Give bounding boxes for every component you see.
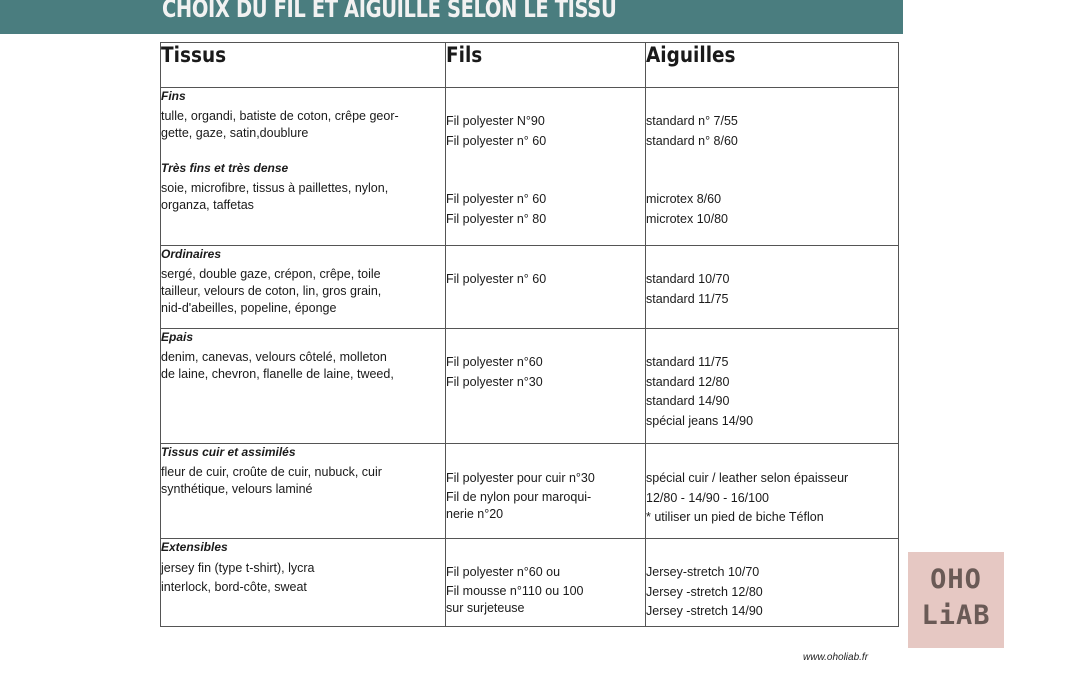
fabric-list: jersey fin (type t-shirt), lycra interlock, bord-côte, sweat (161, 561, 315, 594)
needle-line: standard n° 7/55 (646, 114, 738, 128)
category-label: Ordinaires (161, 247, 222, 261)
needle-cell (646, 246, 899, 329)
table-row (161, 329, 899, 444)
thread-line (446, 171, 645, 191)
category-label: Fins (161, 89, 186, 103)
category-label: Extensibles (161, 540, 228, 554)
thread-line (446, 151, 645, 171)
needle-line: Jersey -stretch 14/90 (646, 604, 763, 619)
needle-cell (646, 88, 899, 246)
thread-line: Fil polyester n°60 ou (446, 565, 561, 579)
needle-note: * utiliser un pied de biche Téflon (646, 510, 824, 525)
needle-line: standard 11/75 (646, 355, 729, 369)
thread-line: Fil polyester n° 80 (446, 211, 547, 226)
column-header-aiguilles: Aiguilles (646, 43, 899, 88)
fabric-list: tulle, organdi, batiste de coton, crêpe geor- gette, gaze, satin,doublure (161, 109, 399, 140)
table-row (161, 539, 899, 627)
column-header-fils: Fils (446, 43, 646, 88)
title-banner (0, 0, 903, 34)
thread-cell (446, 329, 646, 444)
needle-line: standard 14/90 (646, 394, 730, 409)
needle-line: standard 10/70 (646, 272, 730, 286)
fabric-cell (161, 444, 446, 539)
oholiab-logo (908, 552, 1004, 648)
fabric-list: soie, microfibre, tissus à paillettes, nylon, organza, taffetas (161, 181, 389, 212)
thread-line: Fil mousse n°110 ou 100 sur surjeteuse (446, 583, 584, 615)
logo-text-line1: OHO (930, 564, 982, 595)
thread-line: Fil polyester n° 60 (446, 272, 547, 286)
category-label: Epais (161, 330, 194, 344)
page-title: CHOIX DU FIL ET AIGUILLE SELON LE TISSU (162, 0, 617, 23)
needle-line: Jersey-stretch 10/70 (646, 565, 760, 579)
fabric-cell (161, 88, 446, 246)
fabric-thread-needle-table (160, 42, 899, 627)
needle-line: spécial cuir / leather selon épaisseur (646, 471, 849, 485)
website-url: www.oholiab.fr (803, 652, 869, 663)
needle-line: standard n° 8/60 (646, 133, 738, 148)
column-header-tissus: Tissus (161, 43, 446, 88)
needle-line (646, 151, 898, 171)
needle-line: Jersey -stretch 12/80 (646, 584, 763, 599)
fabric-cell (161, 329, 446, 444)
category-label: Tissus cuir et assimilés (161, 445, 296, 459)
thread-line: Fil polyester n° 60 (446, 133, 547, 148)
logo-text-line2: LiAB (921, 600, 991, 631)
fabric-cell (161, 246, 446, 329)
thread-cell (446, 88, 646, 246)
thread-cell (446, 246, 646, 329)
needle-cell (646, 329, 899, 444)
thread-line: Fil polyester N°90 (446, 114, 545, 128)
thread-cell (446, 539, 646, 627)
table-row (161, 88, 899, 246)
needle-cell (646, 539, 899, 627)
thread-cell (446, 444, 646, 539)
needle-line: spécial jeans 14/90 (646, 413, 754, 428)
category-label: Très fins et très dense (161, 161, 289, 175)
thread-line: Fil de nylon pour maroqui- nerie n°20 (446, 489, 592, 521)
table-row (161, 444, 899, 539)
table-header-row (161, 43, 899, 88)
fabric-list: sergé, double gaze, crépon, crêpe, toile tailleur, velours de coton, lin, gros grain, nid-d'abeilles, popeline, éponge (161, 267, 382, 315)
table-row (161, 246, 899, 329)
needle-line: 12/80 - 14/90 - 16/100 (646, 490, 770, 505)
thread-line: Fil polyester n° 60 (446, 192, 547, 207)
needle-line (646, 171, 898, 191)
needle-line: microtex 8/60 (646, 192, 722, 207)
needle-line: microtex 10/80 (646, 211, 728, 226)
needle-cell (646, 444, 899, 539)
thread-line: Fil polyester pour cuir n°30 (446, 471, 595, 485)
needle-line: standard 12/80 (646, 374, 730, 389)
fabric-cell (161, 539, 446, 627)
thread-line: Fil polyester n°30 (446, 374, 543, 389)
fabric-list: fleur de cuir, croûte de cuir, nubuck, cuir synthétique, velours laminé (161, 465, 382, 496)
thread-line: Fil polyester n°60 (446, 355, 543, 369)
needle-line: standard 11/75 (646, 291, 729, 306)
fabric-list: denim, canevas, velours côtelé, molleton de laine, chevron, flanelle de laine, tweed, (161, 350, 394, 381)
